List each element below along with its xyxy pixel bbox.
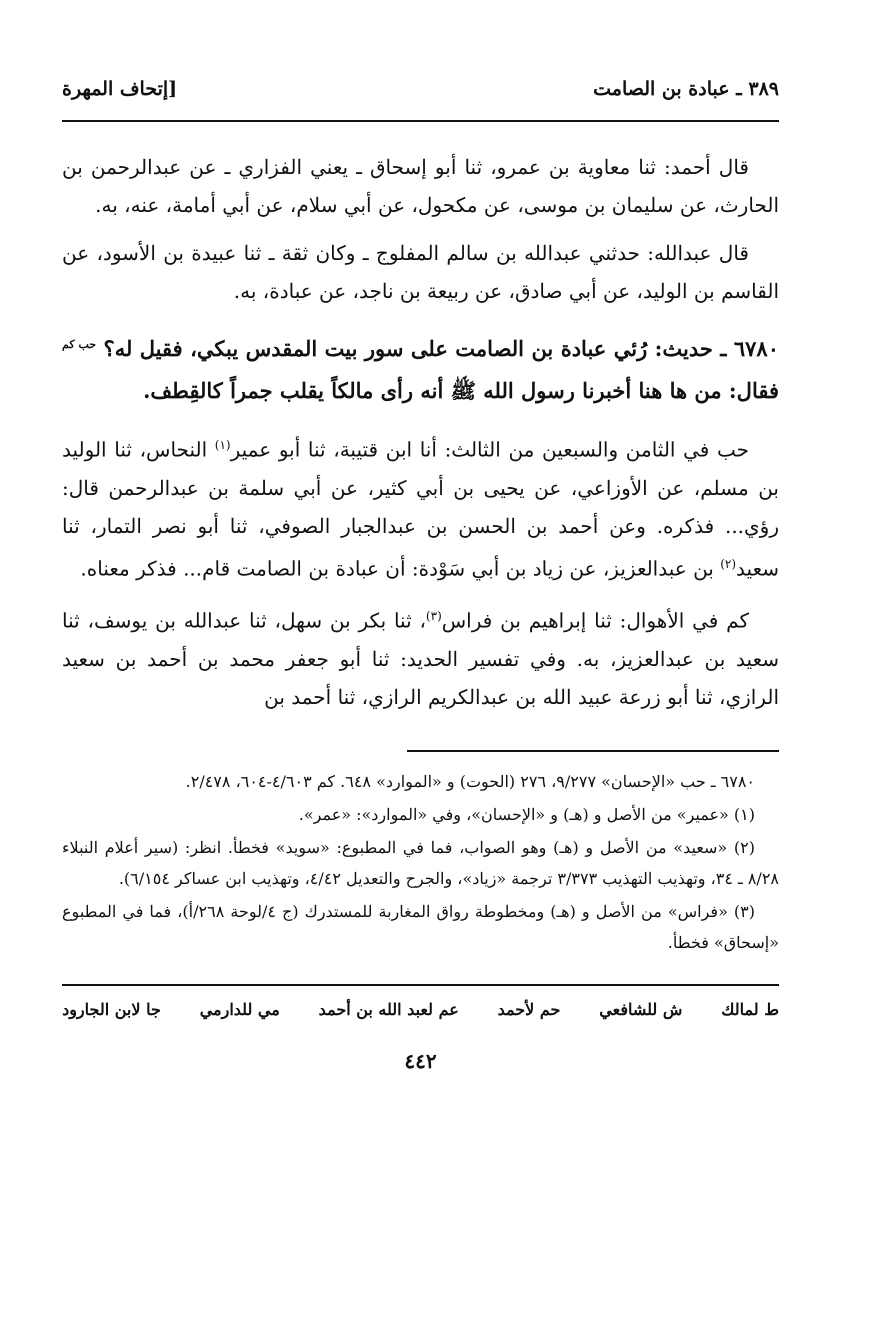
abbrev-malik: ط لمالك xyxy=(721,999,779,1019)
paragraph-3-a: حب في الثامن والسبعين من الثالث: أنا ابن قتيبة، ثنا أبو عمير xyxy=(230,437,749,462)
paragraph-4-a: كم في الأهوال: ثنا إبراهيم بن فراس xyxy=(441,608,749,633)
hadith-text-a: ٦٧٨٠ ـ حديث: رُئي عبادة بن الصامت على سور بيت المقدس يبكي، فقيل له؟ xyxy=(103,336,779,361)
paragraph-4-b: ، ثنا بكر بن سهل، ثنا عبدالله بن يوسف، ثنا سعيد بن عبدالعزيز، به. وفي تفسير الحديد: ثنا أبو جعفر محمد بن أحمد بن سعيد الرازي، ثنا أبو زرعة عبيد الله بن عبدالكريم الرازي، ثنا أحمد بن xyxy=(62,608,779,709)
page-number: ٤٤٢ xyxy=(404,1048,437,1073)
abbrev-ahmad: حم لأحمد xyxy=(497,999,561,1019)
paragraph-4 xyxy=(62,597,779,716)
footnote-ref-3: (٣) xyxy=(425,609,442,624)
header-rule xyxy=(62,120,779,122)
abbreviations-rule xyxy=(62,984,779,986)
footnote-ref-2: (٢) xyxy=(720,556,737,571)
abbrev-darimi: مي للدارمي xyxy=(199,999,280,1019)
footnotes xyxy=(62,766,779,958)
main-text xyxy=(62,148,779,716)
footnote-rule xyxy=(407,750,779,752)
footnote-3: (٣) «فراس» من الأصل و (هـ) ومخطوطة رواق المغاربة للمستدرك (ج ٤/لوحة ٢٦٨/أ)، فما في المطبوع «إسحاق» فخطأ. xyxy=(62,901,779,952)
paragraph-2: قال عبدالله: حدثني عبدالله بن سالم المفلوج ـ وكان ثقة ـ ثنا عبيدة بن الأسود، عن القاسم بن الوليد، عن أبي صادق، عن ربيعة بن ناجد، عن عبادة، به. xyxy=(62,241,779,303)
hadith-heading xyxy=(62,324,779,412)
paragraph-3 xyxy=(62,426,779,587)
paragraph-3-c: بن عبدالعزيز، عن زياد بن أبي سَوْدة: أن عبادة بن الصامت قام... فذكر معناه. xyxy=(80,556,721,581)
chapter-title: ٣٨٩ ـ عبادة بن الصامت xyxy=(593,78,779,100)
footnote-2: (٢) «سعيد» من الأصل و (هـ) وهو الصواب، فما في المطبوع: «سويد» فخطأ. انظر: (سير أعلام النبلاء ٨/٢٨ ـ ٣٤، وتهذيب التهذيب ٣/٣٧٣ ترجمة «زياد»، والجرح والتعديل ٤/٤٢، وتهذيب ابن عساكر ٦/١٥٤). xyxy=(62,837,779,888)
hadith-sigla: حب كم xyxy=(62,338,97,351)
abbreviations-key xyxy=(62,1000,779,1019)
footnote-source: ٦٧٨٠ ـ حب «الإحسان» ٩/٢٧٧، ٢٧٦ (الحوت) و «الموارد» ٦٤٨. كم ٤/٦٠٣-٦٠٤، ٢/٤٧٨. xyxy=(185,771,755,791)
paragraph-1: قال أحمد: ثنا معاوية بن عمرو، ثنا أبو إسحاق ـ يعني الفزاري ـ عن عبدالرحمن بن الحارث، عن سليمان بن موسى، عن مكحول، عن أبي سلام، عن أبي أمامة، عنه، به. xyxy=(62,155,779,217)
book-title: [إتحاف المهرة xyxy=(62,78,178,100)
abbrev-shafii: ش للشافعي xyxy=(599,999,683,1019)
abbrev-ibn-jarud: جا لابن الجارود xyxy=(62,999,161,1019)
footnote-ref-1: (١) xyxy=(214,438,231,452)
paragraph-3-b: النحاس، ثنا الوليد بن مسلم، عن الأوزاعي، عن يحيى بن أبي كثير، عن أبي سلمة بن عبدالرحمن قال: رؤي... فذكره. وعن أحمد بن الحسن بن عبدالجبار الصوفي، ثنا أبو نصر التمار، ثنا سعيد xyxy=(62,437,779,581)
running-head xyxy=(62,70,779,116)
footnote-1: (١) «عمير» من الأصل و (هـ) و «الإحسان»، وفي «الموارد»: «عمر». xyxy=(298,804,755,824)
hadith-text-b: فقال: من ها هنا أخبرنا رسول الله ﷺ أنه رأى مالكاً يقلب جمراً كالقِطف. xyxy=(143,378,779,403)
abbrev-abdullah-ahmad: عم لعبد الله بن أحمد xyxy=(318,999,459,1019)
